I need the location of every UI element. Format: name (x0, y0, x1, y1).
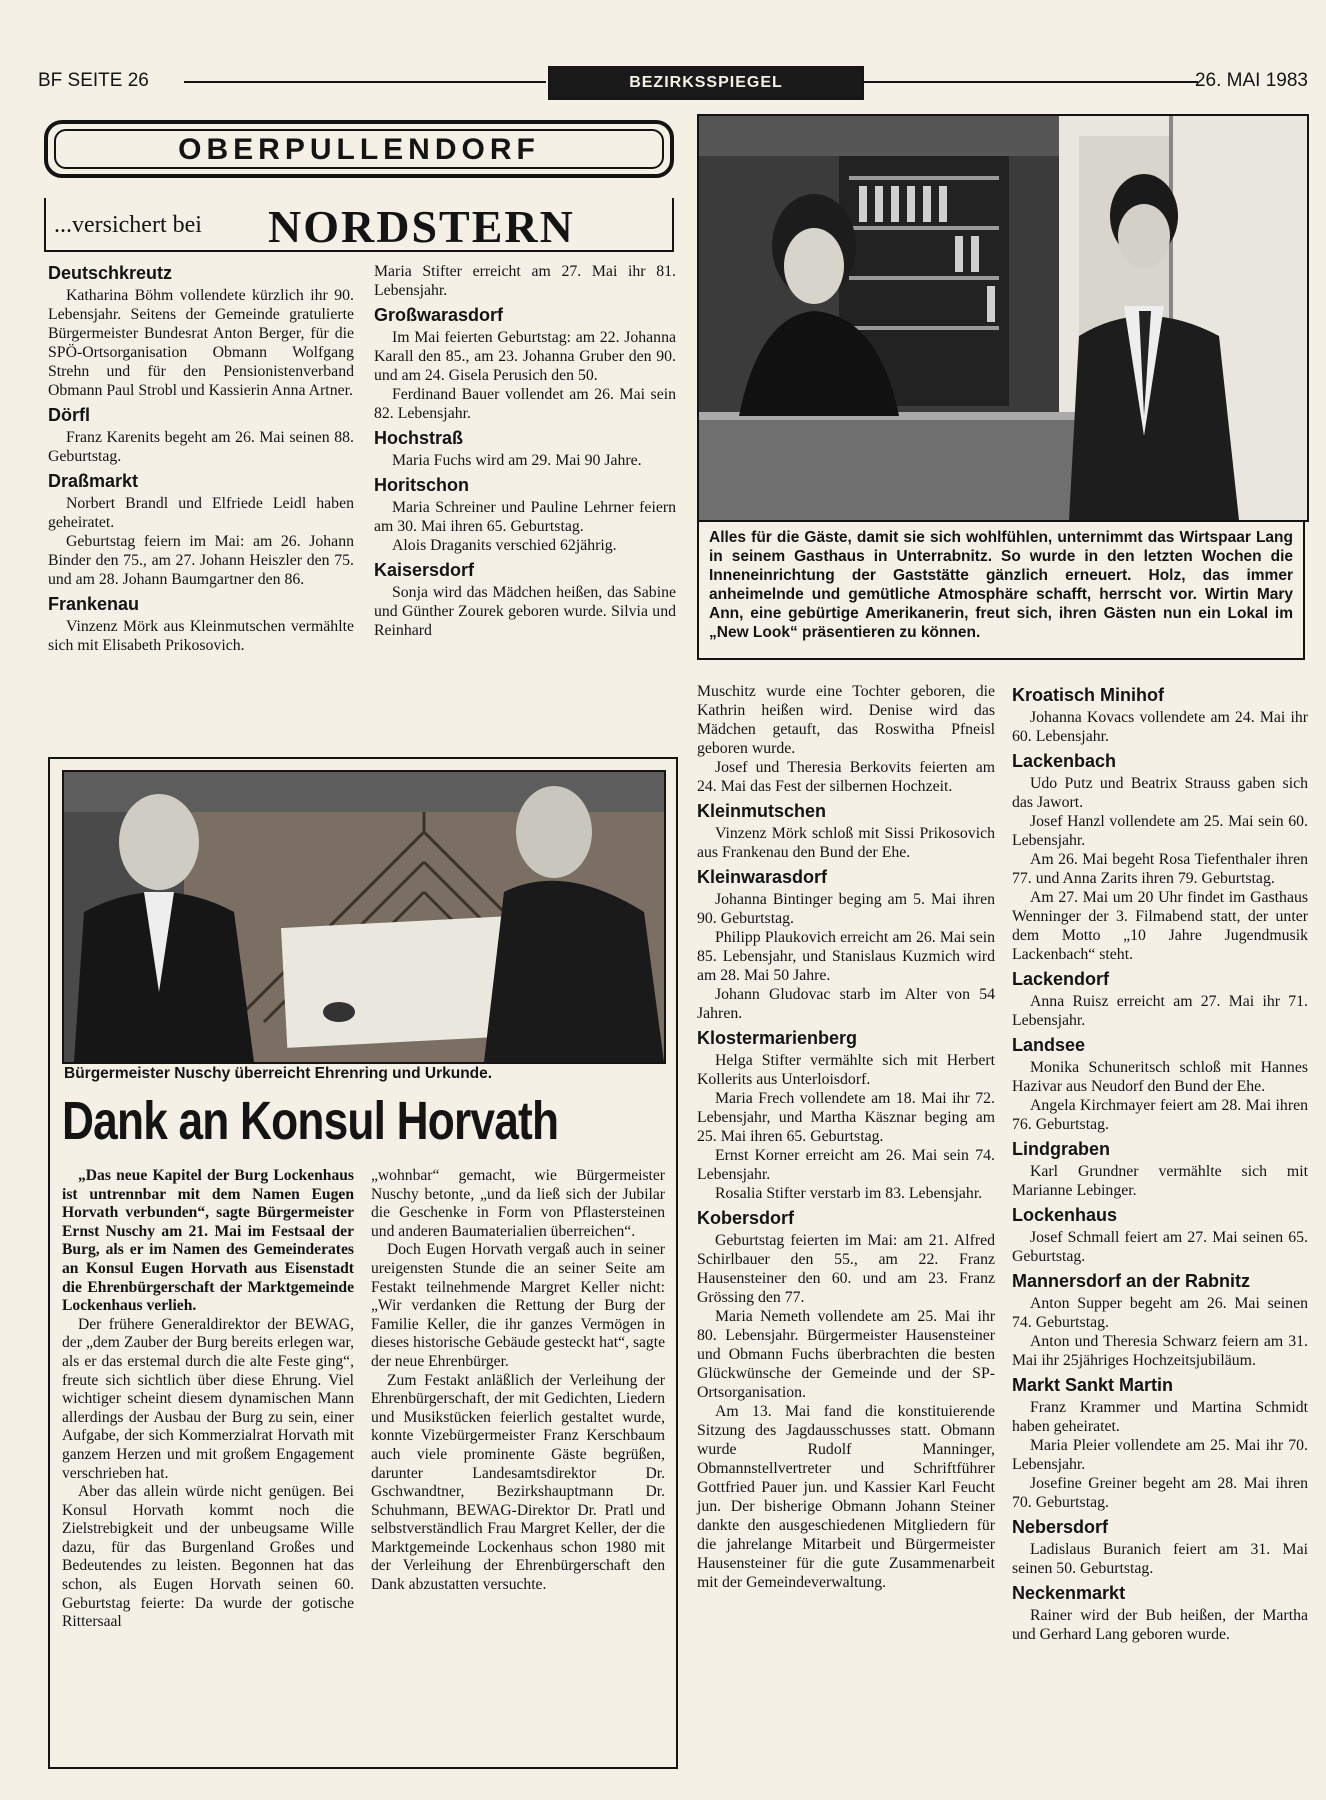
news-item: Helga Stifter vermählte sich mit Herbert Kollerits aus Unterloisdorf. (697, 1052, 995, 1088)
news-item: Franz Krammer und Martina Schmidt haben geheiratet. (1012, 1399, 1308, 1435)
news-item: Geburtstag feiern im Mai: am 26. Johann Binder den 75., am 27. Johann Heiszler den 75. und am 28. Johann Baumgartner den 86. (48, 533, 354, 588)
locality-heading: Frankenau (48, 594, 140, 614)
photo-caption-innkeepers: Alles für die Gäste, damit sie sich wohlfühlen, unternimmt das Wirtspaar Lang in seinem Gasthaus in Unterrabnitz. So wurde in den letzten Wochen die Inneneinrichtung der Gaststätte gänzlich erneuert. Holz, das immer anheimelnde und gemütliche Atmosphäre schafft, herrscht vor. Wirtin Mary Ann, eine gebürtige Amerikanerin, freut sich, ihren Gästen nun ein Lokal im „New Look“ präsentieren zu können. (709, 529, 1293, 641)
article-paragraph: Doch Eugen Horvath vergaß auch in seiner ureigensten Stunde die an seiner Seite am Festakt teilnehmende Margret Keller nicht: „Wir verdanken die Rettung der Burg der Familie Keller, die ihr ganzes Vermögen in dieses historische Gebäude gesteckt hat“, sagte der neue Ehrenbürger. (371, 1241, 665, 1370)
page-number: BF SEITE 26 (38, 70, 149, 91)
news-item: Ernst Korner erreicht am 26. Mai sein 74. Lebensjahr. (697, 1147, 995, 1183)
locality-heading: Hochstraß (374, 428, 464, 448)
news-item: Im Mai feierten Geburtstag: am 22. Johanna Karall den 85., am 23. Johanna Gruber den 90. und am 24. Gisela Perusich den 50. (374, 329, 676, 384)
section-label: BEZIRKSSPIEGEL (548, 66, 864, 100)
sponsor-brand: NORDSTERN (268, 201, 575, 252)
locality-heading: Klostermarienberg (697, 1028, 858, 1048)
news-item: Anton Supper begeht am 26. Mai seinen 74. Geburtstag. (1012, 1295, 1308, 1331)
issue-date: 26. MAI 1983 (1194, 70, 1308, 91)
header-rule-left (184, 81, 546, 83)
photo-innkeepers (697, 114, 1309, 522)
news-item: Am 13. Mai fand die konstituierende Sitzung des Jagdausschusses statt. Obmann wurde Rudolf Manninger, Obmannstellvertreter und Schriftführer Gottfried Pauer jun. und Kassier Karl Feucht jun. Der bisherige Obmann Johann Steiner dankte den ausgeschiedenen Mitgliedern für die jahrelange Mitarbeit und Bürgermeister Hausensteiner für die gute Zusammenarbeit mit der Gemeindeverwaltung. (697, 1403, 995, 1591)
locality-heading: Nebersdorf (1012, 1517, 1109, 1537)
sponsor-prefix: ...versichert bei (54, 212, 202, 238)
article-headline: Dank an Konsul Horvath (62, 1091, 559, 1151)
article-paragraph: „wohnbar“ gemacht, wie Bürgermeister Nuschy betonte, „und da ließ sich der Jubilar die Geschenke in Form von Pflastersteinen und anderen Baumaterialien überreichen“. (371, 1167, 665, 1240)
news-item: Maria Stifter erreicht am 27. Mai ihr 81. Lebensjahr. (374, 263, 676, 299)
news-item: Sonja wird das Mädchen heißen, das Sabine und Günther Zourek geboren wurde. Silvia und Reinhard (374, 584, 676, 639)
news-item: Ferdinand Bauer vollendet am 26. Mai sein 82. Lebensjahr. (374, 386, 676, 422)
article-column-2 (371, 1167, 665, 1595)
news-item: Monika Schuneritsch schloß mit Hannes Hazivar aus Neudorf den Bund der Ehe. (1012, 1059, 1308, 1095)
news-item: Alois Draganits verschied 62jährig. (392, 537, 617, 554)
news-item: Karl Grundner vermählte sich mit Marianne Lebinger. (1012, 1163, 1308, 1199)
news-item: Katharina Böhm vollendete kürzlich ihr 90. Lebensjahr. Seitens der Gemeinde gratulierte Bürgermeister Bundesrat Anton Berger, für die SPÖ-Ortsorganisation Obmann Wolfgang Strehn und für den Pensionistenverband Obmann Paul Strobl und Kassierin Anna Artner. (48, 287, 354, 399)
caption-box-top (697, 520, 1305, 660)
news-item: Josef Hanzl vollendete am 25. Mai sein 60. Lebensjahr. (1012, 813, 1308, 849)
locality-heading: Lindgraben (1012, 1139, 1110, 1159)
news-item: Norbert Brandl und Elfriede Leidl haben geheiratet. (48, 495, 354, 531)
news-item: Josef Schmall feiert am 27. Mai seinen 65. Geburtstag. (1012, 1229, 1308, 1265)
news-item: Johanna Bintinger beging am 5. Mai ihren 90. Geburtstag. (697, 891, 995, 927)
locality-heading: Dörfl (48, 405, 90, 425)
news-item: Am 27. Mai um 20 Uhr findet im Gasthaus Wenninger der 3. Filmabend statt, der unter dem Motto „10 Jahre Jugendmusik Lackenbach“ steht. (1012, 889, 1308, 963)
news-column-4 (1012, 680, 1308, 1644)
news-item: Rosalia Stifter verstarb im 83. Lebensjahr. (715, 1185, 983, 1202)
locality-heading: Kaisersdorf (374, 560, 475, 580)
news-item: Franz Karenits begeht am 26. Mai seinen 88. Geburtstag. (48, 429, 354, 465)
news-item: Vinzenz Mörk aus Kleinmutschen vermählte sich mit Elisabeth Prikosovich. (48, 618, 354, 654)
news-item: Maria Pleier vollendete am 25. Mai ihr 70. Lebensjahr. (1012, 1437, 1308, 1473)
article-paragraph: Zum Festakt anläßlich der Verleihung der Ehrenbürgerschaft, der mit Gedichten, Liedern und Musikstücken feierlich gestaltet wurde, konnte Vizebürgermeister Franz Kerschbaum auch viele prominente Gäste begrüßen, darunter Landesamtsdirektor Dr. Gschwandtner, Bezirkshauptmann Dr. Schuhmann, BEWAG-Direktor Dr. Pratl und selbstverständlich Frau Margret Keller, der die Marktgemeinde Lockenhaus schon 1980 mit der Verleihung der Ehrenbürgerschaft den Dank abzustatten versuchte. (371, 1371, 665, 1594)
photo-ceremony-image (64, 772, 664, 1062)
locality-heading: Neckenmarkt (1012, 1583, 1126, 1603)
photo-ceremony (62, 770, 666, 1064)
news-column-2 (374, 262, 676, 640)
news-item: Maria Nemeth vollendete am 25. Mai ihr 80. Lebensjahr. Bürgermeister Hausensteiner und Obmann Fuchs überbrachten die besten Glückwünsche der Gemeinde und der SP-Ortsorganisation. (697, 1308, 995, 1401)
locality-heading: Kobersdorf (697, 1208, 795, 1228)
news-item: Josefine Greiner begeht am 28. Mai ihren 70. Geburtstag. (1012, 1475, 1308, 1511)
locality-heading: Kroatisch Minihof (1012, 685, 1164, 705)
district-title: OBERPULLENDORF (54, 129, 664, 169)
locality-heading: Deutschkreutz (48, 263, 173, 283)
news-column-1 (48, 258, 354, 655)
locality-heading: Kleinmutschen (697, 801, 827, 821)
locality-heading: Kleinwarasdorf (697, 867, 828, 887)
page-header (38, 66, 1308, 96)
news-item: Am 26. Mai begeht Rosa Tiefenthaler ihren 77. und Anna Zarits ihren 79. Geburtstag. (1012, 851, 1308, 887)
article-paragraph: „Das neue Kapitel der Burg Lockenhaus ist untrennbar mit dem Namen Eugen Horvath verbunden“, sagte Bürgermeister Ernst Nuschy am 21. Mai im Festsaal der Burg, als er im Namen des Gemeinderates an Konsul Eugen Horvath aus Eisenstadt die Ehrenbürgerschaft der Marktgemeinde Lockenhaus verlieh. (62, 1167, 354, 1315)
news-item: Anton und Theresia Schwarz feiern am 31. Mai ihr 25jähriges Hochzeitsjubiläum. (1012, 1333, 1308, 1369)
locality-heading: Mannersdorf an der Rabnitz (1012, 1271, 1251, 1291)
news-item: Udo Putz und Beatrix Strauss gaben sich das Jawort. (1012, 775, 1308, 811)
article-paragraph: Aber das allein würde nicht genügen. Bei Konsul Horvath kommt noch die Zielstrebigkeit und der unbeugsame Wille dazu, für das Burgenland Großes und Bedeutendes zu leisten. Begonnen hat das schon, als Eugen Horvath seinen 60. Geburtstag feierte: Da wurde der gotische Rittersaal (62, 1483, 354, 1631)
locality-heading: Markt Sankt Martin (1012, 1375, 1174, 1395)
news-item: Anna Ruisz erreicht am 27. Mai ihr 71. Lebensjahr. (1012, 993, 1308, 1029)
news-item: Maria Fuchs wird am 29. Mai 90 Jahre. (392, 452, 642, 469)
news-column-3 (697, 682, 995, 1592)
photo-innkeepers-image (699, 116, 1307, 520)
news-item: Muschitz wurde eine Tochter geboren, die Kathrin heißen wird. Denise wird das Mädchen getauft, das Roswitha Pfneisl geboren wurde. (697, 683, 995, 757)
photo-caption-ceremony: Bürgermeister Nuschy überreicht Ehrenring und Urkunde. (64, 1065, 493, 1082)
news-item: Rainer wird der Bub heißen, der Martha und Gerhard Lang geboren wurde. (1012, 1607, 1308, 1643)
news-item: Geburtstag feierten im Mai: am 21. Alfred Schirlbauer den 55., am 22. Franz Hausensteiner den 60. und am 23. Franz Grössing den 77. (697, 1232, 995, 1306)
locality-heading: Lackendorf (1012, 969, 1110, 989)
news-item: Ladislaus Buranich feiert am 31. Mai seinen 50. Geburtstag. (1012, 1541, 1308, 1577)
news-item: Vinzenz Mörk schloß mit Sissi Prikosovich aus Frankenau den Bund der Ehe. (697, 825, 995, 861)
header-rule-right (862, 81, 1198, 83)
news-item: Angela Kirchmayer feiert am 28. Mai ihren 76. Geburtstag. (1012, 1097, 1308, 1133)
locality-heading: Horitschon (374, 475, 470, 495)
article-paragraph: Der frühere Generaldirektor der BEWAG, der „dem Zauber der Burg bereits erlegen war, als er das erstemal durch die alte Feste ging“, freute sich sichtlich über diese Ehrung. Viel wichtiger scheint diesem dynamischen Mann allerdings der Ausbau der Burg zu sein, einer Aufgabe, der sich Kommerzialrat Horvath mit ganzem Herzen und mit großem Engagement verschrieben hat. (62, 1315, 354, 1482)
locality-heading: Lockenhaus (1012, 1205, 1118, 1225)
sponsor-banner (44, 198, 674, 252)
article-column-1 (62, 1167, 354, 1632)
district-title-box (44, 120, 674, 178)
news-item: Maria Frech vollendete am 18. Mai ihr 72. Lebensjahr, und Martha Käsznar beging am 25. Mai ihren 65. Geburtstag. (697, 1090, 995, 1145)
news-item: Josef und Theresia Berkovits feierten am 24. Mai das Fest der silbernen Hochzeit. (697, 759, 995, 795)
locality-heading: Großwarasdorf (374, 305, 504, 325)
news-item: Johanna Kovacs vollendete am 24. Mai ihr 60. Lebensjahr. (1012, 709, 1308, 745)
news-item: Philipp Plaukovich erreicht am 26. Mai sein 85. Lebensjahr, und Stanislaus Kuzmich wird am 28. Mai 50 Jahre. (697, 929, 995, 984)
locality-heading: Draßmarkt (48, 471, 139, 491)
locality-heading: Landsee (1012, 1035, 1086, 1055)
news-item: Johann Gludovac starb im Alter von 54 Jahren. (697, 986, 995, 1022)
news-item: Maria Schreiner und Pauline Lehrner feiern am 30. Mai ihren 65. Geburtstag. (374, 499, 676, 535)
locality-heading: Lackenbach (1012, 751, 1117, 771)
